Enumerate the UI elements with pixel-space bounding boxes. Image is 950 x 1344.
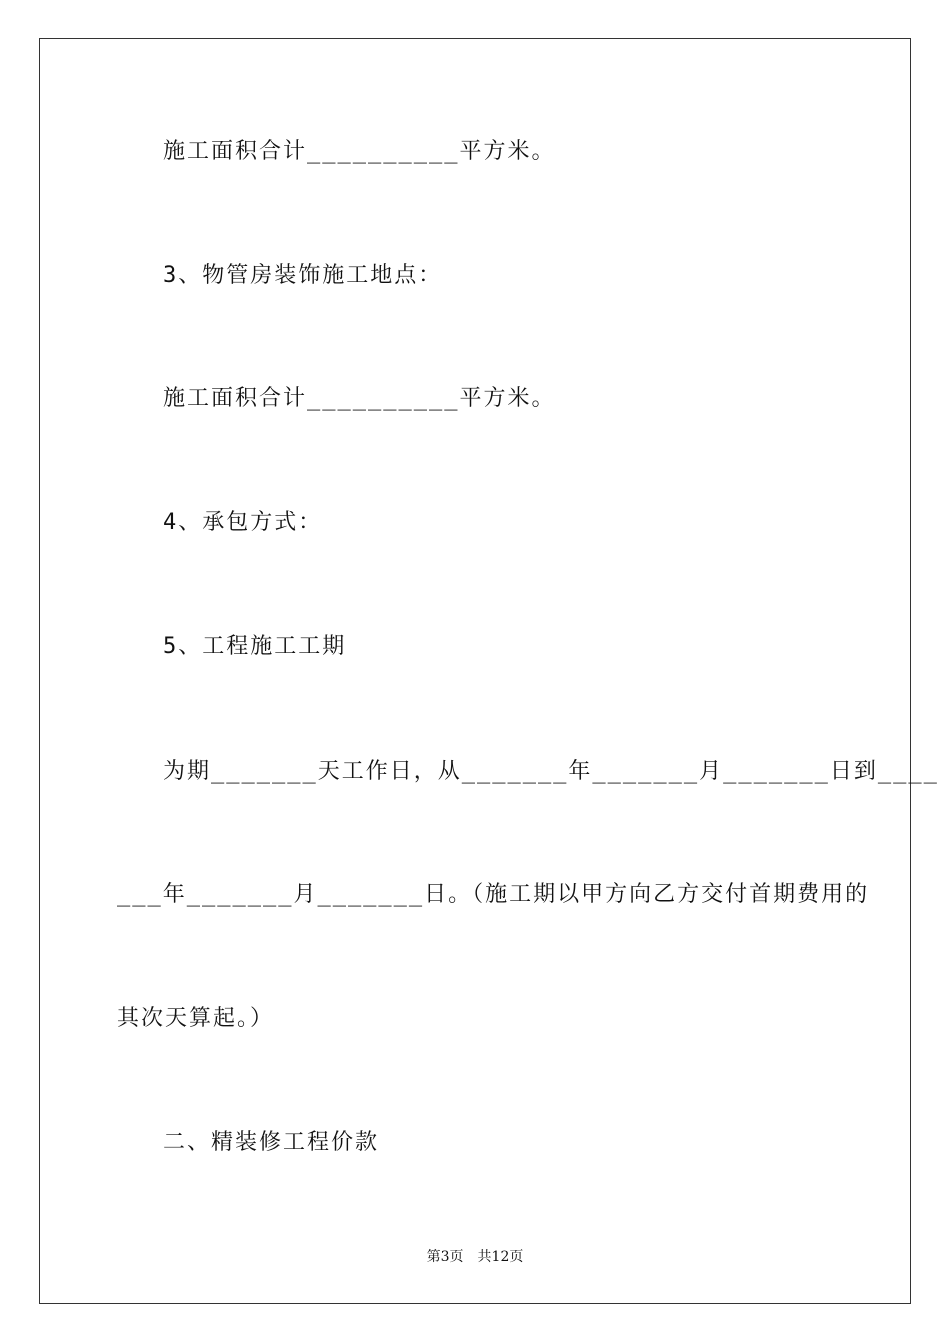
area-total-line-1: 施工面积合计__________平方米。: [163, 139, 556, 164]
page-border: [39, 38, 911, 1304]
item-5-construction-period: 5、工程施工工期: [163, 634, 347, 659]
period-sentence-line-3: 其次天算起。）: [117, 1006, 275, 1031]
item-3-location-heading: 3、物管房装饰施工地点：: [163, 263, 443, 288]
period-sentence-line-1: 为期_______天工作日，从_______年_______月_______日到____: [163, 759, 939, 784]
section-2-heading: 二、精装修工程价款: [163, 1130, 380, 1155]
page-number-footer: 第3页 共12页: [426, 1249, 524, 1265]
area-total-line-2: 施工面积合计__________平方米。: [163, 386, 556, 411]
period-sentence-line-2: ___年_______月_______日。（施工期以甲方向乙方交付首期费用的: [117, 882, 870, 907]
item-4-contract-method: 4、承包方式：: [163, 510, 323, 535]
